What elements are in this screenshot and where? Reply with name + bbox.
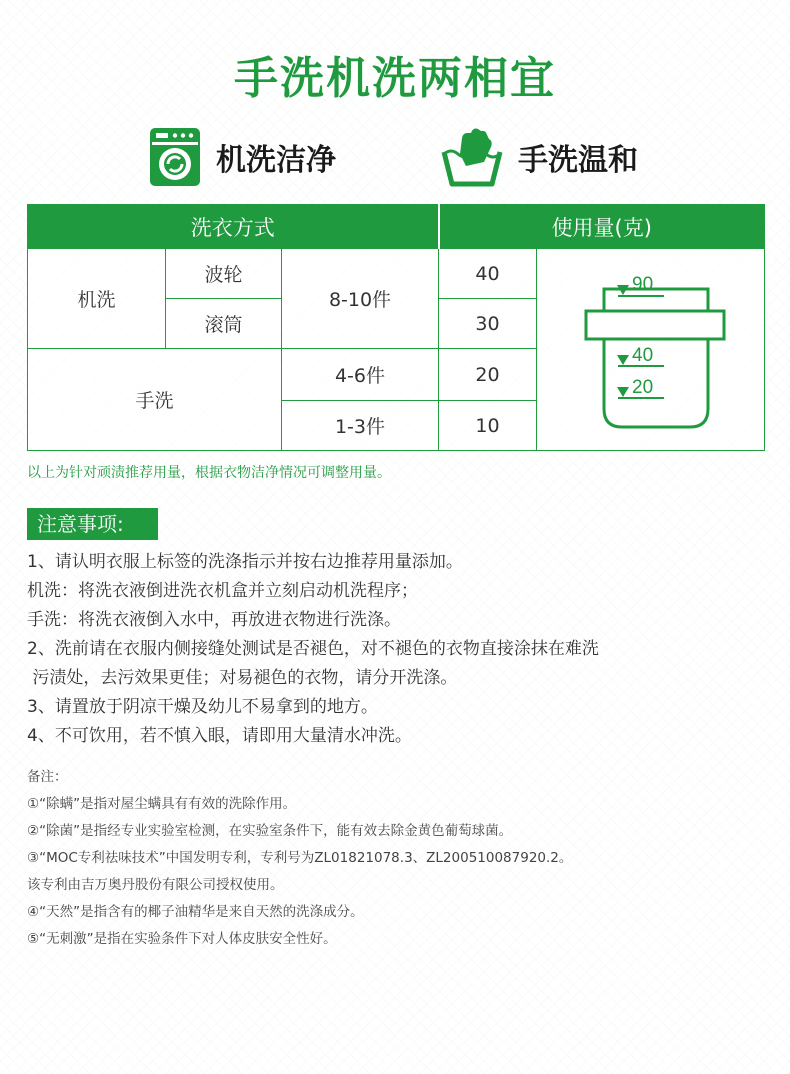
remark-item: ①“除螨”是指对屋尘螨具有有效的洗除作用。	[27, 796, 297, 812]
notice-list	[27, 548, 599, 751]
header-method: 洗衣方式	[28, 205, 439, 249]
cup-mark-90: 90	[631, 274, 653, 295]
measuring-cup-icon	[538, 249, 764, 445]
amount-cell: 30	[439, 299, 537, 349]
remarks-list	[27, 764, 572, 953]
remark-item: ③“MOC专利祛味技术”中国发明专利，专利号为ZL01821078.3、ZL200510087920.2。	[27, 850, 573, 866]
notice-item: 4、不可饮用，若不慎入眼，请即用大量清水冲洗。	[27, 726, 412, 746]
remark-item: ⑤“无刺激”是指在实验条件下对人体皮肤安全性好。	[27, 931, 337, 947]
hand-load-cell: 1-3件	[282, 401, 439, 451]
notice-item: 污渍处，去污效果更佳；对易褪色的衣物，请分开洗涤。	[27, 668, 458, 688]
feature-machine-label: 机洗洁净	[216, 143, 336, 178]
hand-wash-cell: 手洗	[28, 349, 282, 451]
amount-cell: 20	[439, 349, 537, 401]
feature-hand-label: 手洗温和	[518, 143, 638, 178]
feature-hand-wash	[440, 126, 638, 188]
hand-load-cell: 4-6件	[282, 349, 439, 401]
notice-title: 注意事项:	[27, 508, 158, 540]
washing-machine-icon	[148, 126, 202, 188]
notice-item: 手洗：将洗衣液倒入水中，再放进衣物进行洗涤。	[27, 610, 401, 630]
cup-cell	[537, 249, 765, 451]
notice-item: 1、请认明衣服上标签的洗涤指示并按右边推荐用量添加。	[27, 552, 463, 572]
cup-mark-40: 40	[631, 345, 653, 366]
amount-cell: 10	[439, 401, 537, 451]
notice-item: 机洗：将洗衣液倒进洗衣机盒并立刻启动机洗程序；	[27, 581, 418, 601]
cup-mark-20: 20	[631, 377, 653, 398]
machine-wash-cell: 机洗	[28, 249, 166, 349]
usage-table	[27, 204, 765, 451]
notice-item: 3、请置放于阴凉干燥及幼儿不易拿到的地方。	[27, 697, 378, 717]
notice-item: 2、洗前请在衣服内侧接缝处测试是否褪色，对不褪色的衣物直接涂抹在难洗	[27, 639, 599, 659]
page-title: 手洗机洗两相宜	[234, 53, 556, 104]
remark-item: ②“除菌”是指经专业实验室检测，在实验室条件下，能有效去除金黄色葡萄球菌。	[27, 823, 513, 839]
usage-tip: 以上为针对顽渍推荐用量，根据衣物洁净情况可调整用量。	[27, 465, 391, 481]
remark-item: 备注：	[27, 769, 68, 785]
machine-load-cell: 8-10件	[282, 249, 439, 349]
pulsator-cell: 波轮	[166, 249, 282, 299]
hand-wash-icon	[440, 126, 504, 188]
feature-machine-wash	[148, 126, 336, 188]
amount-cell: 40	[439, 249, 537, 299]
header-amount: 使用量(克)	[439, 205, 765, 249]
remark-item: ④“天然”是指含有的椰子油精华是来自天然的洗涤成分。	[27, 904, 364, 920]
remark-item: 该专利由吉万奥丹股份有限公司授权使用。	[27, 877, 284, 893]
drum-cell: 滚筒	[166, 299, 282, 349]
